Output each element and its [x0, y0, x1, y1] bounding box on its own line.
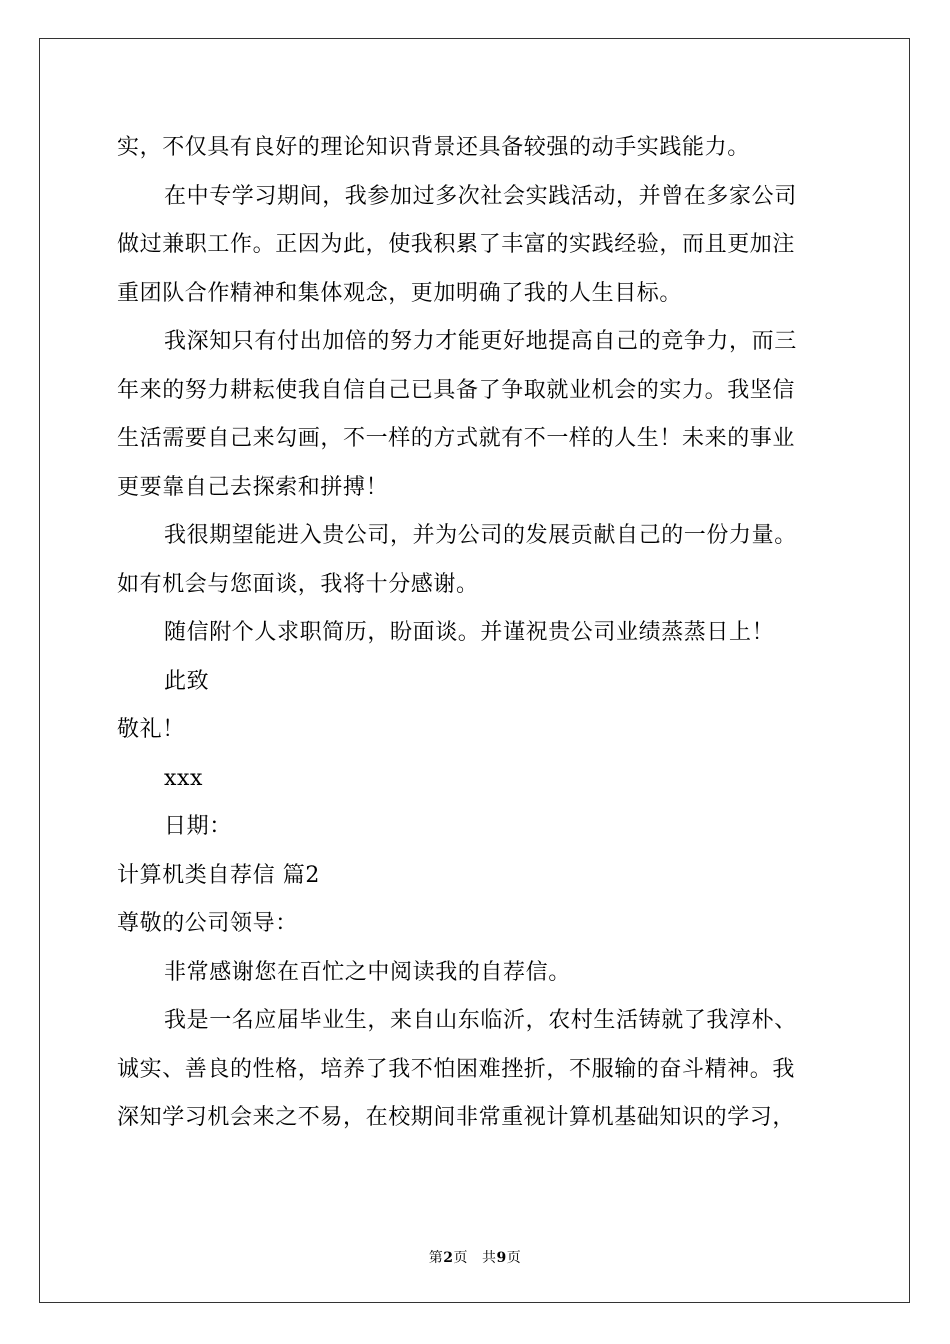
page-prefix: 第	[428, 1250, 444, 1266]
text-line: 年来的努力耕耘使我自信自己已具备了争取就业机会的实力。我坚信	[117, 377, 796, 403]
text-line: 深知学习机会来之不易，在校期间非常重视计算机基础知识的学习，	[117, 1105, 796, 1130]
text-line: 我是一名应届毕业生，来自山东临沂，农村生活铸就了我淳朴、	[164, 1008, 797, 1033]
text-line: xxx	[164, 765, 204, 791]
document-body	[117, 124, 833, 1143]
text-line: 我很期望能进入贵公司，并为公司的发展贡献自己的一份力量。	[164, 523, 797, 548]
page-suffix: 页	[453, 1250, 468, 1266]
page-current-number: 2	[443, 1250, 454, 1266]
text-line: 更要靠自己去探索和拼搏！	[117, 474, 389, 500]
page-footer	[0, 1247, 950, 1267]
text-line: 随信附个人求职简历，盼面谈。并谨祝贵公司业绩蒸蒸日上！	[164, 620, 775, 645]
text-line: 做过兼职工作。正因为此，使我积累了丰富的实践经验，而且更加注	[117, 232, 796, 257]
text-line: 尊敬的公司领导：	[117, 911, 298, 936]
text-line: 此致	[164, 668, 210, 694]
total-suffix: 页	[506, 1250, 522, 1266]
text-line: 非常感谢您在百忙之中阅读我的自荐信。	[164, 959, 571, 985]
total-prefix: 共	[482, 1250, 497, 1266]
text-line: 在中专学习期间，我参加过多次社会实践活动，并曾在多家公司	[164, 183, 797, 209]
text-line: 重团队合作精神和集体观念，更加明确了我的人生目标。	[117, 280, 683, 306]
text-line: 日期：	[164, 814, 232, 839]
text-line: 实，不仅具有良好的理论知识背景还具备较强的动手实践能力。	[117, 135, 750, 160]
text-line: 诚实、善良的性格，培养了我不怕困难挫折，不服输的奋斗精神。我	[117, 1056, 796, 1082]
text-line: 生活需要自己来勾画，不一样的方式就有不一样的人生！未来的事业	[117, 426, 796, 451]
text-line: 计算机类自荐信 篇2	[117, 862, 320, 888]
page-total-number: 9	[496, 1250, 507, 1266]
text-line: 敬礼！	[117, 717, 185, 742]
text-line: 如有机会与您面谈，我将十分感谢。	[117, 571, 479, 597]
text-line: 我深知只有付出加倍的努力才能更好地提高自己的竞争力，而三	[164, 329, 797, 354]
